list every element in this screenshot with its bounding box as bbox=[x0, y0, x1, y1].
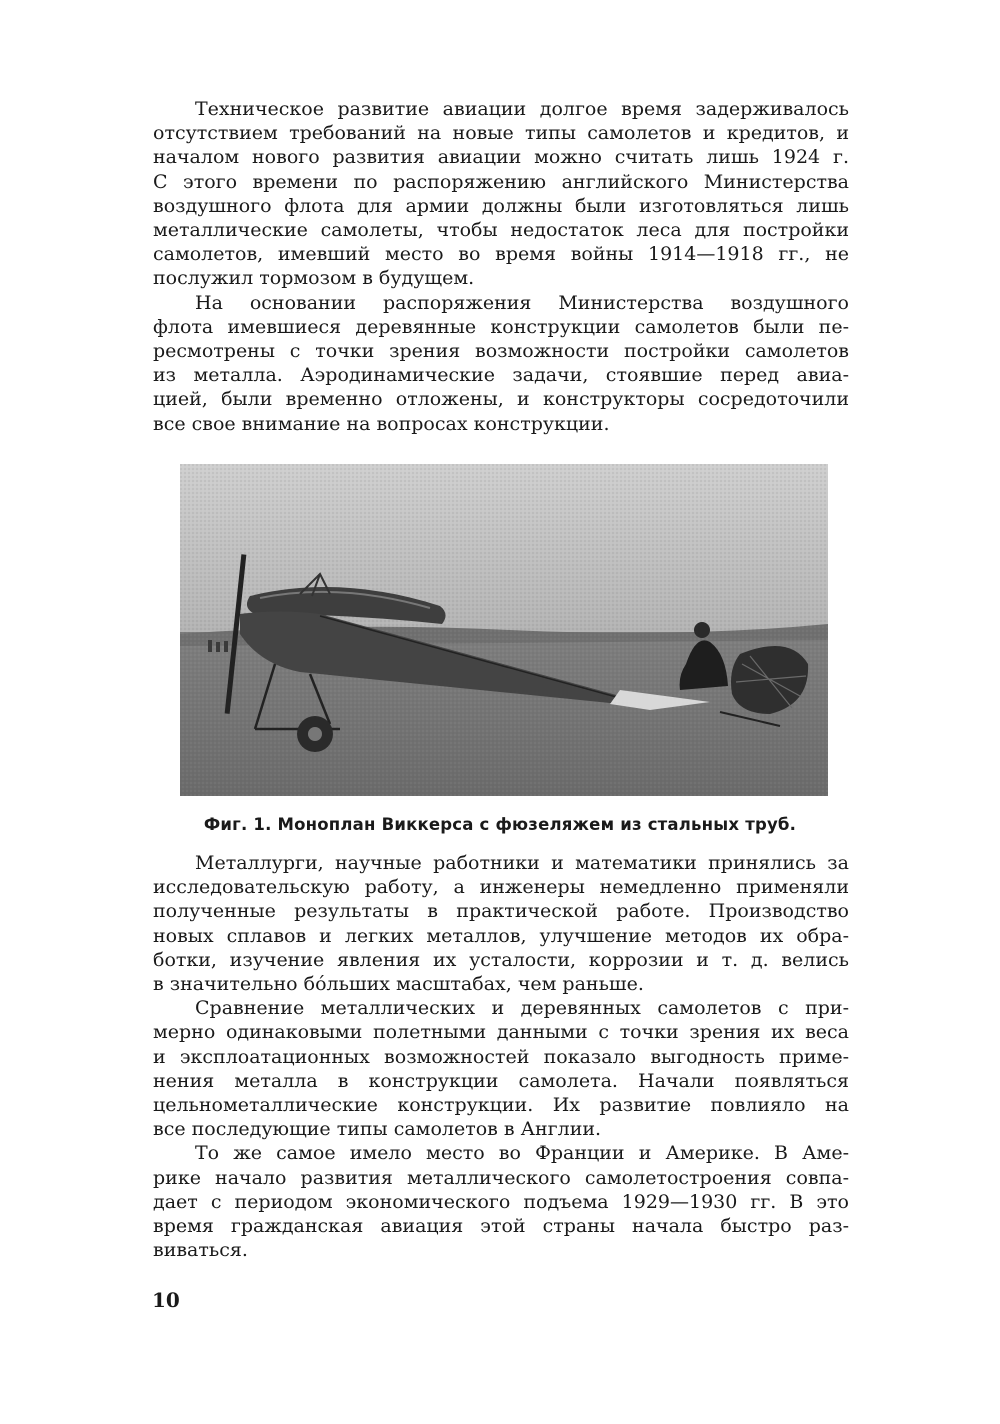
text-line: цией, были временно отложены, и конструкторы сосредоточили bbox=[153, 388, 849, 411]
text-line: То же самое имело место во Франции и Америке. В Аме- bbox=[195, 1142, 849, 1165]
text-line: ботки, изучение явления их усталости, коррозии и т. д. велись bbox=[153, 948, 849, 971]
text-line: все свое внимание на вопросах конструкции. bbox=[153, 412, 610, 435]
paragraph-1 bbox=[153, 97, 849, 291]
text-line: С этого времени по распоряжению английского Министерства bbox=[153, 170, 849, 193]
text-line: началом нового развития авиации можно считать лишь 1924 г. bbox=[153, 146, 849, 169]
paragraph-5 bbox=[153, 1141, 849, 1262]
text-line: рике начало развития металлического самолетостроения совпа- bbox=[153, 1166, 849, 1189]
text-line: мерно одинаковыми полетными данными с точки зрения их веса bbox=[153, 1021, 849, 1044]
text-line: виваться. bbox=[153, 1239, 248, 1262]
bottom-text-block bbox=[153, 851, 849, 1262]
text-line: исследовательскую работу, а инженеры немедленно применяли bbox=[153, 876, 849, 899]
text-line: и эксплоатационных возможностей показало выгодность приме- bbox=[153, 1045, 849, 1068]
text-line: ресмотрены с точки зрения возможности постройки самолетов bbox=[153, 340, 849, 363]
text-line: время гражданская авиация этой страны начала быстро раз- bbox=[153, 1215, 849, 1238]
text-line: самолетов, имевший место во время войны 1914—1918 гг., не bbox=[153, 243, 849, 266]
paragraph-2 bbox=[153, 291, 849, 436]
paragraph-4 bbox=[153, 996, 849, 1141]
text-line: Металлурги, научные работники и математики принялись за bbox=[195, 852, 849, 874]
top-text-block bbox=[153, 97, 849, 436]
figure-caption: Фиг. 1. Моноплан Виккерса с фюзеляжем из стальных труб. bbox=[203, 815, 797, 834]
text-line: нения металла в конструкции самолета. Начали появляться bbox=[153, 1069, 849, 1092]
text-line: новых сплавов и легких металлов, улучшение методов их обра- bbox=[153, 924, 849, 947]
text-line: Техническое развитие авиации долгое время задерживалось bbox=[195, 98, 849, 120]
text-line: полученные результаты в практической работе. Производство bbox=[153, 900, 849, 923]
text-line: послужил тормозом в будущем. bbox=[153, 267, 475, 290]
text-line: отсутствием требований на новые типы самолетов и кредитов, и bbox=[153, 122, 849, 145]
text-line: все последующие типы самолетов в Англии. bbox=[153, 1118, 602, 1141]
text-line: дает с периодом экономического подъема 1929—1930 гг. В это bbox=[153, 1190, 849, 1213]
text-line: в значительно бо́льших масштабах, чем раньше. bbox=[153, 973, 644, 996]
text-line: из металла. Аэродинамические задачи, стоявшие перед авиа- bbox=[153, 364, 849, 387]
text-line: На основании распоряжения Министерства воздушного bbox=[195, 291, 849, 314]
text-line: воздушного флота для армии должны были изготовляться лишь bbox=[153, 194, 849, 217]
text-line: Сравнение металлических и деревянных самолетов с при- bbox=[195, 997, 849, 1020]
text-line: металлические самолеты, чтобы недостаток леса для постройки bbox=[153, 219, 849, 242]
monoplane-photo bbox=[180, 464, 828, 796]
text-line: флота имевшиеся деревянные конструкции самолетов были пе- bbox=[153, 315, 849, 338]
figure-photo bbox=[180, 464, 828, 796]
text-line: цельнометаллические конструкции. Их развитие повлияло на bbox=[153, 1094, 849, 1117]
paragraph-3 bbox=[153, 851, 849, 996]
page-number: 10 bbox=[152, 1288, 180, 1312]
